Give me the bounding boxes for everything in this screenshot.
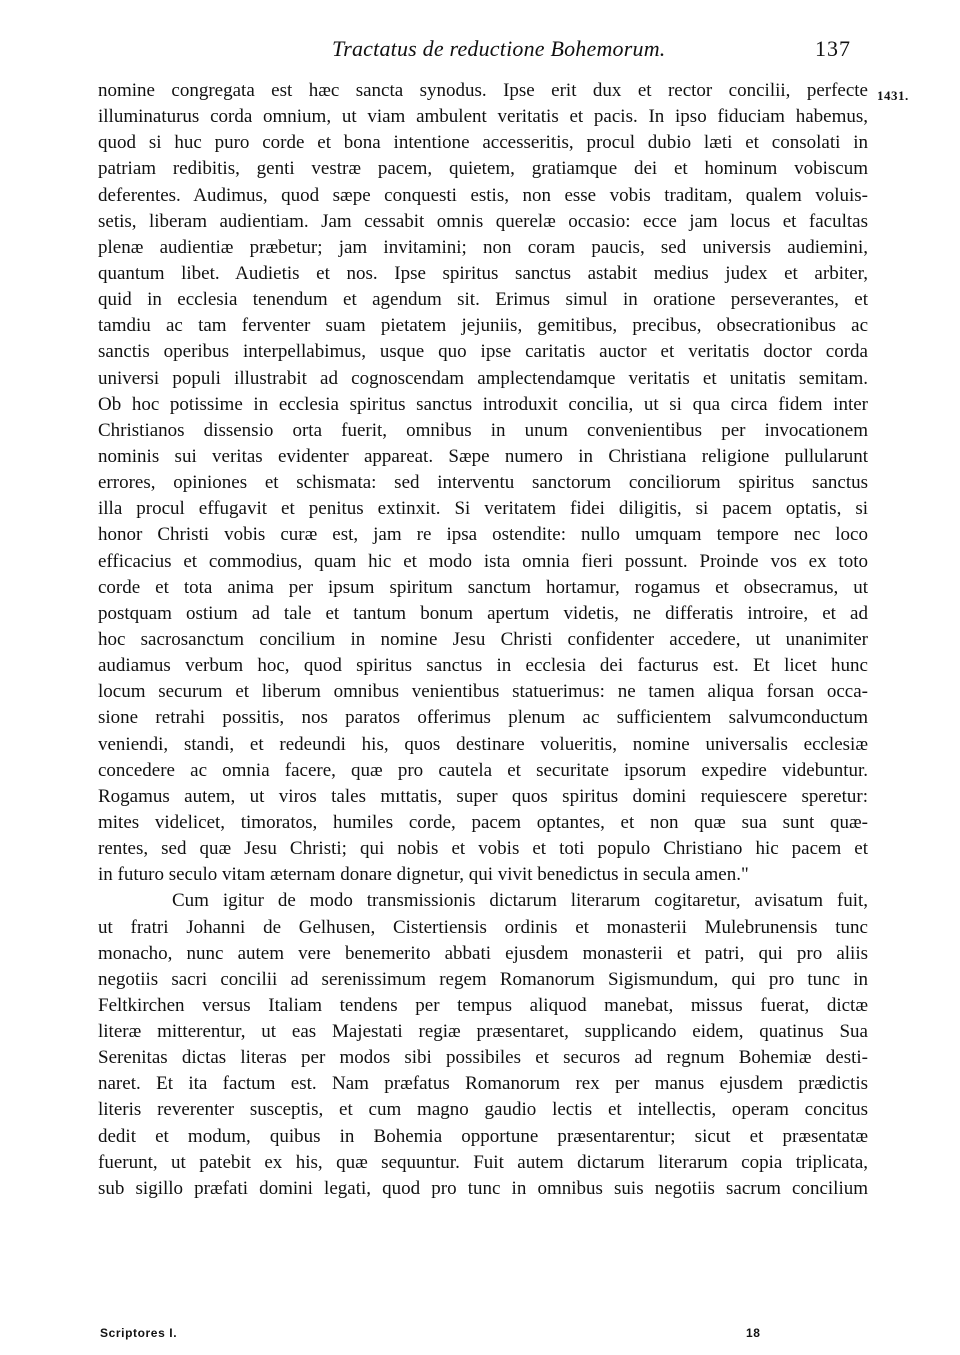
page-footer: [0, 1326, 960, 1346]
text-line: tamdiu ac tam ferventer suam pietatem jejuniis, gemitibus, precibus, obsecrationibus ac: [98, 315, 868, 337]
text-line: universi populi illustrabit ad cognoscendam amplectendamque veritatis et unitatis semitam.: [98, 367, 868, 389]
text-line: Cum igitur de modo transmissionis dictarum literarum cogitaretur, avisatum fuit,: [172, 890, 868, 912]
text-line: hoc sacrosanctum concilium in nomine Jesu Christi confidenter accedere, ut unanimiter: [98, 628, 868, 650]
text-line: deferentes. Audimus, quod sæpe conquesti estis, non esse vobis traditam, qualem voluis-: [98, 184, 868, 206]
text-line: nominis sui veritas evidenter appareat. Sæpe numero in Christiana religione pullularunt: [98, 445, 868, 467]
text-line: efficacius et commodius, quam hic et modo ista omnia fieri possunt. Proinde vos ex toto: [98, 550, 868, 572]
text-line: mites videlicet, timoratos, humiles corde, pacem optantes, et non quæ sua sunt quæ-: [98, 811, 868, 833]
text-line: patriam redibitis, genti vestræ pacem, quietem, gratiamque dei et hominum vobiscum: [98, 158, 868, 180]
text-line: veniendi, standi, et redeundi his, quos destinare volueritis, nomine universalis ecclesiæ: [98, 733, 868, 755]
text-line: monacho, nunc autem vere benemerito abbati ejusdem monasterii et patri, qui pro aliis: [98, 942, 868, 964]
text-line: negotiis sacri concilii ad serenissimum regem Romanorum Sigismundum, qui pro tunc in: [98, 968, 868, 990]
text-line: Ob hoc potissime in ecclesia spiritus sanctus introduxit concilia, ut si qua circa fidem inter: [98, 393, 868, 415]
text-line: errores, opiniones et schismata: sed interventu sanctorum conciliorum spiritus sanctus: [98, 472, 868, 494]
text-line: ut fratri Johanni de Gelhusen, Cistertiensis ordinis et monasterii Mulebrunensis tunc: [98, 916, 868, 938]
text-line: literis reverenter susceptis, et cum magno gaudio lectis et intellectis, operam concitus: [98, 1099, 868, 1121]
text-line: postquam ostium ad tale et tantum bonum apertum videtis, ne differatis introire, et ad: [98, 602, 868, 624]
text-line: sub sigillo præfati domini legati, quod pro tunc in omnibus suis negotiis sacrum concilium: [98, 1177, 868, 1199]
text-line: illuminaturus corda omnium, ut viam ambulent veritatis et pacis. In ipso fiduciam habemus,: [98, 106, 868, 128]
text-line: quod si huc puro corde et bona intentione accesseritis, procul dubio læti et consolati in: [98, 132, 868, 154]
text-line: illa procul effugavit et penitus extinxit. Si veritatem fidei diligitis, si pacem optatis, si: [98, 498, 868, 520]
text-line: Feltkirchen versus Italiam tendens per tempus aliquod manebat, missus fuerat, dictæ: [98, 994, 868, 1016]
text-line: Rogamus autem, ut viros tales mıttatis, super quos spiritus domini requiescere speretur:: [98, 785, 868, 807]
signature-mark: 18: [746, 1326, 761, 1340]
paragraph-letter-end: [98, 78, 868, 888]
text-line: rentes, sed quæ Jesu Christi; qui nobis et vobis et toti populo Christiano hic pacem et: [98, 838, 868, 860]
text-line: Christianos dissensio orta fuerit, omnibus in unum convenientibus per invocationem: [98, 419, 868, 441]
text-line: setis, liberam audientiam. Jam cessabit omnis querelæ occasio: ecce jam locus et facultas: [98, 210, 868, 232]
text-line: nomine congregata est hæc sancta synodus. Ipse erit dux et rector concilii, perfecte: [98, 80, 868, 101]
text-line: naret. Et ita factum est. Nam præfatus Romanorum rex per manus ejusdem prædictis: [98, 1073, 868, 1095]
text-line: corde et tota anima per ipsum spiritum sanctum hortamur, rogamus et obsecramus, ut: [98, 576, 868, 598]
running-title: Tractatus de reductione Bohemorum.: [332, 36, 666, 61]
margin-year-note: 1431.: [877, 88, 909, 103]
text-block: [98, 78, 868, 1202]
text-line: in futuro seculo vitam æternam donare dignetur, qui vivit benedictus in secula amen.": [98, 864, 749, 886]
text-line: Serenitas dictas literas per modos sibi possibiles et securos ad regnum Bohemiæ desti-: [98, 1047, 868, 1069]
series-name: Scriptores I.: [100, 1326, 178, 1340]
text-line: sanctis operibus interpellabimus, usque quo ipse caritatis auctor et veritatis doctor corda: [98, 341, 868, 363]
text-line: fuerunt, ut patebit ex his, quæ sequuntur. Fuit autem dictarum literarum copia triplicata,: [98, 1151, 868, 1173]
text-line: plenæ audientiæ præbetur; jam invitamini; non coram paucis, sed universis audiemini,: [98, 236, 868, 258]
running-head: [0, 36, 960, 66]
text-line: locum securum et liberum omnibus venientibus statuerimus: ne tamen aliqua forsan occa-: [98, 681, 868, 703]
text-line: sione retrahi possitis, nos paratos offerimus plenum ac sufficientem salvumconductum: [98, 707, 868, 729]
page-number: 137: [815, 36, 851, 61]
text-line: honor Christi vobis curæ est, jam re ipsa ostendite: nullo umquam tempore nec loco: [98, 524, 868, 546]
paragraph-transmission: [98, 888, 868, 1202]
text-line: dedit et modum, quibus in Bohemia opportune præsentarentur; sicut et præsentatæ: [98, 1125, 868, 1147]
text-line: literæ mitterentur, ut eas Majestati regiæ præsentaret, supplicando eidem, quatinus Sua: [98, 1021, 868, 1043]
text-line: audiamus verbum hoc, quod spiritus sanctus in ecclesia dei facturus est. Et licet hunc: [98, 655, 868, 677]
text-line: quantum libet. Audietis et nos. Ipse spiritus sanctus astabit medius judex et arbiter,: [98, 262, 868, 284]
text-line: concedere ac omnia facere, quæ pro cautela et securitate ipsorum expedire videbuntur.: [98, 759, 868, 781]
text-line: quid in ecclesia tenendum et agendum sit. Erimus simul in oratione perseverantes, et: [98, 289, 868, 311]
